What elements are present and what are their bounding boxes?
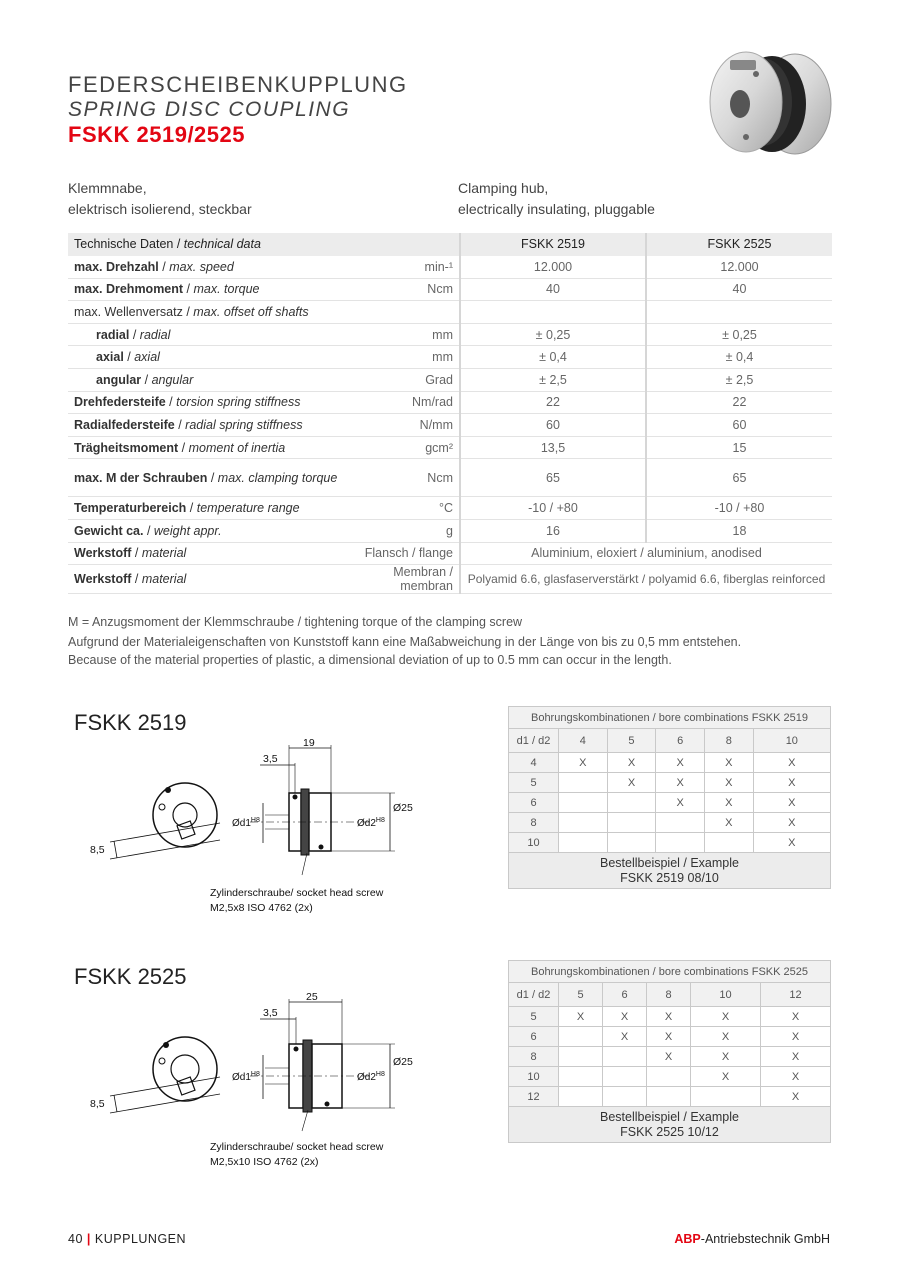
order-example <box>509 853 831 889</box>
spec-value-2519: 60 <box>460 414 646 437</box>
bore-caption: Bohrungskombinationen / bore combinations FSKK 2519 <box>509 707 831 729</box>
order-example-label: Bestellbeispiel / Example <box>600 1109 739 1124</box>
spec-label: Trägheitsmoment <box>74 440 179 455</box>
brand-logo-text: ABP <box>674 1232 701 1246</box>
spec-unit: Membran / membran <box>358 565 460 594</box>
spec-value-2525: 40 <box>646 278 832 301</box>
spec-row: angular / angular Grad ± 2,5 ± 2,5 <box>68 369 832 392</box>
spec-label: Temperaturbereich <box>74 501 187 516</box>
spec-unit: mm <box>358 346 460 369</box>
spec-value-2519: 16 <box>460 520 646 543</box>
spec-unit: gcm² <box>358 436 460 459</box>
spec-unit: Ncm <box>358 278 460 301</box>
bore-row-label: 8 <box>509 1047 559 1067</box>
dim-side: 8,5 <box>90 844 105 856</box>
spec-label-en: weight appr. <box>153 523 222 538</box>
bore-row-label: 12 <box>509 1087 559 1107</box>
spec-label-en: max. clamping torque <box>217 470 338 485</box>
spec-header-de: Technische Daten <box>74 237 174 252</box>
bore-cell: X <box>647 1007 691 1027</box>
spec-row: max. Drehzahl / max. speed min-¹ 12.000 12.000 <box>68 256 832 279</box>
notes <box>68 612 741 670</box>
spec-row: Temperaturbereich / temperature range °C -10 / +80 -10 / +80 <box>68 497 832 520</box>
spec-row: radial / radial mm ± 0,25 ± 0,25 <box>68 323 832 346</box>
bore-cell: X <box>760 1007 830 1027</box>
description-german-line1: Klemmnabe, <box>68 180 147 196</box>
bore-col-header: 5 <box>559 983 603 1007</box>
bore-cell <box>607 813 656 833</box>
bore-col-header: 12 <box>760 983 830 1007</box>
bore-cell <box>704 833 753 853</box>
spec-label: Radialfedersteife <box>74 418 175 433</box>
screw-note-line2: M2,5x10 ISO 4762 (2x) <box>210 1156 319 1168</box>
bore-cell <box>607 793 656 813</box>
bore-cell: X <box>691 1067 761 1087</box>
spec-value-2519: ± 0,4 <box>460 346 646 369</box>
bore-cell: X <box>691 1027 761 1047</box>
order-example-label: Bestellbeispiel / Example <box>600 855 739 870</box>
bore-cell <box>559 1027 603 1047</box>
order-example <box>509 1107 831 1143</box>
spec-value-2525: ± 2,5 <box>646 369 832 392</box>
product-image <box>690 42 840 160</box>
spec-value-2525: 22 <box>646 391 832 414</box>
spec-row: Werkstoff / material Flansch / flange Aluminium, eloxiert / aluminium, anodised <box>68 542 832 565</box>
bore-cell: X <box>603 1007 647 1027</box>
spec-value-2519 <box>460 301 646 324</box>
bore-cell: X <box>753 813 830 833</box>
bore-cell <box>559 793 608 813</box>
bore-cell: X <box>753 773 830 793</box>
dim-offset: 3,5 <box>263 753 278 765</box>
spec-value-2519: 40 <box>460 278 646 301</box>
bore-cell <box>647 1087 691 1107</box>
spec-label: max. Wellenversatz <box>74 305 183 320</box>
bore-cell <box>603 1047 647 1067</box>
spec-value-2525: 65 <box>646 459 832 497</box>
note-line2: Aufgrund der Materialeigenschaften von Kunststoff kann eine Maßabweichung in der Länge von bis zu 0,5 mm entstehen. <box>68 635 742 649</box>
bore-cell: X <box>656 793 705 813</box>
order-example-code: FSKK 2525 10/12 <box>620 1124 719 1139</box>
bore-cell: X <box>760 1027 830 1047</box>
dim-d2 <box>357 1071 385 1083</box>
order-example-code: FSKK 2519 08/10 <box>620 870 719 885</box>
bore-col-header: 10 <box>753 729 830 753</box>
spec-table <box>68 233 832 594</box>
dim-d2-label: Ød2 <box>357 1072 376 1083</box>
spec-value-2519: ± 2,5 <box>460 369 646 392</box>
spec-unit: °C <box>358 497 460 520</box>
bore-cell <box>559 833 608 853</box>
screw-note-line1: Zylinderschraube/ socket head screw <box>210 1141 384 1153</box>
bore-cell: X <box>691 1007 761 1027</box>
bore-cell <box>656 833 705 853</box>
spec-unit: mm <box>358 323 460 346</box>
dim-side: 8,5 <box>90 1098 105 1110</box>
spec-value-2525: -10 / +80 <box>646 497 832 520</box>
spec-unit: Grad <box>358 369 460 392</box>
spec-label-en: moment of inertia <box>188 440 286 455</box>
bore-cell <box>559 1047 603 1067</box>
spec-unit: Nm/rad <box>358 391 460 414</box>
technical-drawing-2525 <box>80 989 420 1144</box>
dim-dia: Ø25 <box>393 1056 413 1068</box>
bore-cell: X <box>760 1067 830 1087</box>
spec-row: Radialfedersteife / radial spring stiffness N/mm 60 60 <box>68 414 832 437</box>
bore-cell <box>647 1067 691 1087</box>
bore-cell: X <box>691 1047 761 1067</box>
bore-col-header: 4 <box>559 729 608 753</box>
bore-cell <box>603 1067 647 1087</box>
bore-cell: X <box>656 753 705 773</box>
spec-value-2519: 13,5 <box>460 436 646 459</box>
spec-label-en: angular <box>151 372 194 387</box>
spec-value-2519: 65 <box>460 459 646 497</box>
bore-cell <box>559 773 608 793</box>
bore-col-header: 5 <box>607 729 656 753</box>
note-line3: Because of the material properties of plastic, a dimensional deviation of up to 0.5 mm can occur in the length. <box>68 653 672 667</box>
spec-header-col2: FSKK 2525 <box>646 233 832 256</box>
spec-label-en: temperature range <box>196 501 300 516</box>
spec-row: Werkstoff / material Membran / membran Polyamid 6.6, glasfaserverstärkt / polyamid 6.6, fiberglas reinforced <box>68 565 832 594</box>
footer-company <box>674 1232 830 1246</box>
spec-unit: g <box>358 520 460 543</box>
dim-d1-tol: H8 <box>250 817 260 824</box>
bore-cell: X <box>603 1027 647 1047</box>
dim-offset: 3,5 <box>263 1007 278 1019</box>
bore-corner: d1 / d2 <box>509 729 559 753</box>
bore-col-header: 6 <box>656 729 705 753</box>
spec-label: radial <box>96 327 130 342</box>
dim-length: 19 <box>303 737 315 749</box>
spec-label: Werkstoff <box>74 546 132 561</box>
bore-cell: X <box>704 793 753 813</box>
screw-note-2519 <box>210 886 383 916</box>
bore-caption: Bohrungskombinationen / bore combinations FSKK 2525 <box>509 961 831 983</box>
bore-table-2519 <box>508 706 831 889</box>
spec-header-label: Technische Daten / technical data <box>68 233 460 256</box>
bore-cell: X <box>753 793 830 813</box>
spec-value-shared: Polyamid 6.6, glasfaserverstärkt / polyamid 6.6, fiberglas reinforced <box>460 565 832 594</box>
spec-label: max. Drehzahl <box>74 259 159 274</box>
spec-value-2519: 12.000 <box>460 256 646 279</box>
company-name: -Antriebstechnik GmbH <box>700 1232 830 1246</box>
spec-value-2525: 60 <box>646 414 832 437</box>
bore-row <box>509 1087 831 1107</box>
bore-col-header: 10 <box>691 983 761 1007</box>
bore-row-label: 6 <box>509 793 559 813</box>
bore-cell: X <box>647 1027 691 1047</box>
bore-row <box>509 793 831 813</box>
spec-label-en: max. speed <box>169 259 234 274</box>
bore-row <box>509 773 831 793</box>
dim-d1 <box>232 1071 260 1083</box>
spec-label: max. M der Schrauben <box>74 470 208 485</box>
dim-length: 25 <box>306 991 318 1003</box>
bore-cell <box>559 813 608 833</box>
spec-label-en: radial <box>139 327 171 342</box>
spec-value-2525: 18 <box>646 520 832 543</box>
bore-cell: X <box>656 773 705 793</box>
technical-drawing-2519 <box>80 735 420 890</box>
spec-label: Werkstoff <box>74 572 132 587</box>
bore-row <box>509 813 831 833</box>
spec-label-en: material <box>141 572 187 587</box>
spec-unit <box>358 301 460 324</box>
spec-header-col1: FSKK 2519 <box>460 233 646 256</box>
bore-row-label: 5 <box>509 773 559 793</box>
section-name: KUPPLUNGEN <box>94 1232 187 1246</box>
spec-value-2525: 12.000 <box>646 256 832 279</box>
screw-note-line2: M2,5x8 ISO 4762 (2x) <box>210 902 313 914</box>
dim-d1-label: Ød1 <box>232 818 251 829</box>
bore-row <box>509 1047 831 1067</box>
spec-label: Drehfedersteife <box>74 395 166 410</box>
spec-label-en: torsion spring stiffness <box>176 395 301 410</box>
model-heading-2525: FSKK 2525 <box>74 964 187 989</box>
dim-d2-label: Ød2 <box>357 818 376 829</box>
dim-d1 <box>232 817 260 829</box>
spec-label: axial <box>96 350 124 365</box>
spec-row: axial / axial mm ± 0,4 ± 0,4 <box>68 346 832 369</box>
dim-d2 <box>357 817 385 829</box>
description-english-line2: electrically insulating, pluggable <box>458 201 655 217</box>
title-english: SPRING DISC COUPLING <box>68 98 351 121</box>
dim-d2-tol: H8 <box>375 1071 385 1078</box>
footer-page <box>68 1232 186 1246</box>
dim-dia: Ø25 <box>393 802 413 814</box>
spec-header-row <box>68 233 832 256</box>
title-model: FSKK 2519/2525 <box>68 122 245 147</box>
model-heading-2519: FSKK 2519 <box>74 710 187 735</box>
page-number: 40 <box>68 1232 83 1246</box>
bore-cell: X <box>704 773 753 793</box>
bore-cell <box>607 833 656 853</box>
spec-label: Gewicht ca. <box>74 523 144 538</box>
screw-note-line1: Zylinderschraube/ socket head screw <box>210 887 384 899</box>
bore-col-header: 8 <box>647 983 691 1007</box>
bore-col-header: 6 <box>603 983 647 1007</box>
dim-d1-tol: H8 <box>250 1071 260 1078</box>
bore-cell: X <box>753 833 830 853</box>
bore-table-2525 <box>508 960 831 1143</box>
bore-col-header: 8 <box>704 729 753 753</box>
bore-cell: X <box>753 753 830 773</box>
dim-d2-tol: H8 <box>375 817 385 824</box>
bore-cell: X <box>607 753 656 773</box>
spec-label: angular <box>96 372 142 387</box>
spec-unit: Flansch / flange <box>358 542 460 565</box>
bore-row-label: 6 <box>509 1027 559 1047</box>
bore-cell: X <box>607 773 656 793</box>
spec-label-en: material <box>141 546 187 561</box>
description-german-line2: elektrisch isolierend, steckbar <box>68 201 252 217</box>
spec-value-2519: 22 <box>460 391 646 414</box>
spec-value-shared: Aluminium, eloxiert / aluminium, anodised <box>460 542 832 565</box>
bore-row-label: 4 <box>509 753 559 773</box>
bore-corner: d1 / d2 <box>509 983 559 1007</box>
spec-value-2525 <box>646 301 832 324</box>
bore-row-label: 8 <box>509 813 559 833</box>
spec-header-en: technical data <box>183 237 261 252</box>
bore-cell: X <box>704 753 753 773</box>
bore-row <box>509 753 831 773</box>
spec-row: Drehfedersteife / torsion spring stiffness Nm/rad 22 22 <box>68 391 832 414</box>
spec-row: Trägheitsmoment / moment of inertia gcm² 13,5 15 <box>68 436 832 459</box>
spec-label-en: axial <box>134 350 160 365</box>
bore-cell: X <box>559 753 608 773</box>
bore-cell: X <box>760 1047 830 1067</box>
spec-value-2519: -10 / +80 <box>460 497 646 520</box>
spec-unit: min-¹ <box>358 256 460 279</box>
bore-cell: X <box>559 1007 603 1027</box>
spec-row: Gewicht ca. / weight appr. g 16 18 <box>68 520 832 543</box>
bore-cell: X <box>647 1047 691 1067</box>
spec-value-2525: ± 0,4 <box>646 346 832 369</box>
bore-cell <box>559 1087 603 1107</box>
spec-row: max. Drehmoment / max. torque Ncm 40 40 <box>68 278 832 301</box>
spec-value-2525: 15 <box>646 436 832 459</box>
description-german <box>68 178 252 220</box>
bore-cell <box>559 1067 603 1087</box>
title-german: FEDERSCHEIBENKUPPLUNG <box>68 72 408 97</box>
description-english <box>458 178 655 220</box>
spec-row: max. Wellenversatz / max. offset off shafts <box>68 301 832 324</box>
spec-row: max. M der Schrauben / max. clamping torque Ncm 65 65 <box>68 459 832 497</box>
bore-row <box>509 1007 831 1027</box>
bore-row-label: 10 <box>509 1067 559 1087</box>
bore-cell: X <box>704 813 753 833</box>
bore-cell: X <box>760 1087 830 1107</box>
bore-cell <box>691 1087 761 1107</box>
spec-unit: N/mm <box>358 414 460 437</box>
bore-cell <box>656 813 705 833</box>
bore-row <box>509 833 831 853</box>
bore-row-label: 10 <box>509 833 559 853</box>
spec-label: max. Drehmoment <box>74 282 184 297</box>
dim-d1-label: Ød1 <box>232 1072 251 1083</box>
bore-cell <box>603 1087 647 1107</box>
bore-row <box>509 1067 831 1087</box>
note-line1: M = Anzugsmoment der Klemmschraube / tightening torque of the clamping screw <box>68 615 523 629</box>
spec-label-en: radial spring stiffness <box>185 418 303 433</box>
spec-value-2519: ± 0,25 <box>460 323 646 346</box>
bore-row <box>509 1027 831 1047</box>
spec-label-en: max. torque <box>193 282 260 297</box>
spec-label-en: max. offset off shafts <box>193 305 309 320</box>
description-english-line1: Clamping hub, <box>458 180 549 196</box>
spec-value-2525: ± 0,25 <box>646 323 832 346</box>
bore-row-label: 5 <box>509 1007 559 1027</box>
footer-separator: | <box>86 1232 91 1246</box>
screw-note-2525 <box>210 1140 383 1170</box>
spec-unit: Ncm <box>358 459 460 497</box>
